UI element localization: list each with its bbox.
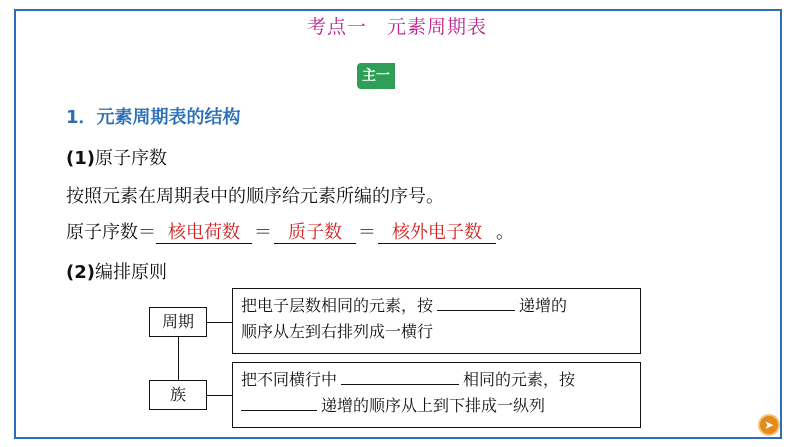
- formula-line: [66, 218, 514, 244]
- section-heading: 1．元素周期表的结构: [66, 107, 241, 128]
- subheading-atomic-number: [66, 144, 167, 170]
- connector-line: [207, 322, 232, 323]
- subheading-text: 编排原则: [94, 262, 167, 283]
- subheading-arrangement: [66, 258, 167, 284]
- formula-lhs: 原子序数＝: [66, 222, 156, 243]
- answer-blank-electron-number: 核外电子数: [378, 223, 496, 244]
- formula-end: 。: [496, 222, 514, 243]
- slide-title: 考点一 元素周期表: [306, 16, 487, 38]
- period-desc-part: 递增的: [519, 296, 568, 315]
- equals-sign: ＝: [358, 222, 376, 243]
- group-desc-part: 把不同横行中: [241, 370, 338, 389]
- period-label-box: 周期: [149, 307, 207, 337]
- back-arrow-icon[interactable]: ➤: [758, 414, 780, 436]
- subheading-label: (1): [66, 148, 95, 169]
- fill-blank: [341, 368, 459, 385]
- answer-blank-proton-number: 质子数: [274, 223, 356, 244]
- group-label-box: 族: [149, 380, 207, 410]
- connector-line: [207, 395, 232, 396]
- fill-blank: [437, 294, 515, 311]
- group-description-box: [232, 362, 641, 428]
- equals-sign: ＝: [254, 222, 272, 243]
- period-desc-part: 把电子层数相同的元素，按: [241, 296, 434, 315]
- group-desc-part: 递增的顺序从上到下排成一纵列: [321, 396, 546, 415]
- fill-blank: [241, 394, 317, 411]
- period-desc-part: 顺序从左到右排列成一横行: [241, 322, 434, 341]
- badge-icon: 主一: [357, 63, 395, 89]
- connector-line: [178, 337, 179, 380]
- answer-blank-nuclear-charge: 核电荷数: [156, 223, 252, 244]
- subheading-text: 原子序数: [94, 148, 167, 169]
- subheading-label: (2): [66, 262, 95, 283]
- definition-text: 按照元素在周期表中的顺序给元素所编的序号。: [66, 186, 444, 207]
- group-desc-part: 相同的元素，按: [463, 370, 576, 389]
- period-description-box: [232, 288, 641, 354]
